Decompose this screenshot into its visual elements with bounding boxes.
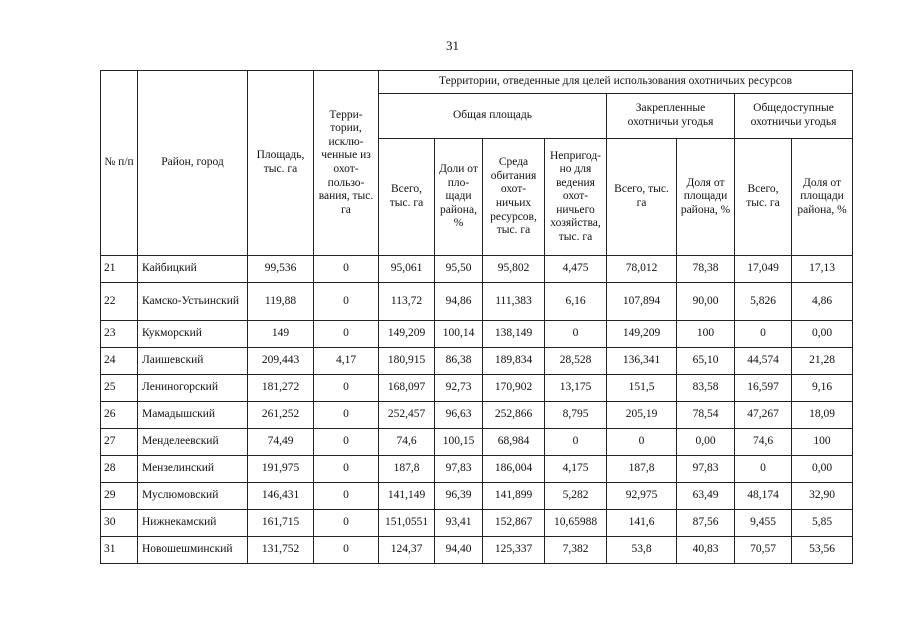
hunting-territories-table: [100, 70, 853, 564]
cell-habitat: 68,984: [483, 429, 545, 456]
cell-area: 131,752: [248, 537, 314, 564]
cell-share-district: 96,63: [435, 402, 483, 429]
header-assigned: Закрепленные охотничьи угодья: [607, 94, 735, 139]
cell-total-all: 113,72: [379, 283, 435, 321]
cell-assigned-share: 90,00: [677, 283, 735, 321]
cell-assigned-share: 0,00: [677, 429, 735, 456]
cell-public-share: 0,00: [792, 456, 853, 483]
cell-habitat: 252,866: [483, 402, 545, 429]
cell-unsuitable: 4,175: [545, 456, 607, 483]
cell-public-total: 0: [735, 456, 792, 483]
cell-row-number: 22: [101, 283, 138, 321]
cell-public-share: 21,28: [792, 348, 853, 375]
cell-assigned-share: 63,49: [677, 483, 735, 510]
cell-excluded: 4,17: [314, 348, 379, 375]
cell-row-number: 27: [101, 429, 138, 456]
cell-row-number: 23: [101, 321, 138, 348]
cell-row-number: 25: [101, 375, 138, 402]
table-row: [101, 402, 853, 429]
cell-excluded: 0: [314, 510, 379, 537]
cell-assigned-total: 0: [607, 429, 677, 456]
cell-area: 261,252: [248, 402, 314, 429]
table-row: [101, 283, 853, 321]
cell-excluded: 0: [314, 256, 379, 283]
cell-assigned-total: 149,209: [607, 321, 677, 348]
cell-district-name: Нижнекамский: [138, 510, 248, 537]
cell-district-name: Новошешминский: [138, 537, 248, 564]
cell-unsuitable: 0: [545, 429, 607, 456]
cell-habitat: 141,899: [483, 483, 545, 510]
cell-unsuitable: 6,16: [545, 283, 607, 321]
cell-excluded: 0: [314, 402, 379, 429]
cell-share-district: 100,15: [435, 429, 483, 456]
cell-assigned-total: 107,894: [607, 283, 677, 321]
header-row-1: [101, 71, 853, 94]
cell-area: 119,88: [248, 283, 314, 321]
cell-row-number: 24: [101, 348, 138, 375]
table-row: [101, 510, 853, 537]
cell-public-total: 47,267: [735, 402, 792, 429]
cell-district-name: Кукморский: [138, 321, 248, 348]
cell-district-name: Лениногорский: [138, 375, 248, 402]
table-row: [101, 256, 853, 283]
cell-total-all: 187,8: [379, 456, 435, 483]
cell-assigned-share: 78,54: [677, 402, 735, 429]
cell-district-name: Менделеевский: [138, 429, 248, 456]
header-assigned-share: Доля от площади района, %: [677, 139, 735, 256]
header-area: Площадь, тыс. га: [248, 71, 314, 256]
cell-row-number: 21: [101, 256, 138, 283]
table-row: [101, 429, 853, 456]
cell-area: 181,272: [248, 375, 314, 402]
header-num: № п/п: [101, 71, 138, 256]
cell-share-district: 94,40: [435, 537, 483, 564]
cell-assigned-total: 78,012: [607, 256, 677, 283]
cell-habitat: 95,802: [483, 256, 545, 283]
cell-habitat: 189,834: [483, 348, 545, 375]
cell-assigned-share: 87,56: [677, 510, 735, 537]
cell-assigned-share: 65,10: [677, 348, 735, 375]
cell-share-district: 94,86: [435, 283, 483, 321]
cell-public-total: 0: [735, 321, 792, 348]
cell-assigned-share: 78,38: [677, 256, 735, 283]
page-number: 31: [446, 38, 459, 53]
cell-excluded: 0: [314, 375, 379, 402]
cell-excluded: 0: [314, 429, 379, 456]
cell-total-all: 252,457: [379, 402, 435, 429]
cell-share-district: 97,83: [435, 456, 483, 483]
cell-area: 149: [248, 321, 314, 348]
cell-district-name: Муслюмовский: [138, 483, 248, 510]
cell-district-name: Лаишевский: [138, 348, 248, 375]
cell-public-share: 5,85: [792, 510, 853, 537]
cell-row-number: 28: [101, 456, 138, 483]
cell-total-all: 151,0551: [379, 510, 435, 537]
cell-assigned-share: 100: [677, 321, 735, 348]
table-body: [101, 256, 853, 564]
cell-public-total: 70,57: [735, 537, 792, 564]
cell-district-name: Кайбицкий: [138, 256, 248, 283]
cell-public-total: 44,574: [735, 348, 792, 375]
table-row: [101, 348, 853, 375]
cell-assigned-share: 97,83: [677, 456, 735, 483]
cell-area: 99,536: [248, 256, 314, 283]
cell-district-name: Камско-Устьинский: [138, 283, 248, 321]
cell-share-district: 92,73: [435, 375, 483, 402]
cell-unsuitable: 28,528: [545, 348, 607, 375]
cell-assigned-total: 205,19: [607, 402, 677, 429]
cell-area: 209,443: [248, 348, 314, 375]
cell-public-share: 4,86: [792, 283, 853, 321]
cell-public-total: 9,455: [735, 510, 792, 537]
cell-total-all: 180,915: [379, 348, 435, 375]
cell-public-share: 100: [792, 429, 853, 456]
header-public-share: Доля от площади района, %: [792, 139, 853, 256]
cell-area: 74,49: [248, 429, 314, 456]
cell-habitat: 125,337: [483, 537, 545, 564]
cell-assigned-total: 136,341: [607, 348, 677, 375]
header-district: Район, город: [138, 71, 248, 256]
cell-excluded: 0: [314, 537, 379, 564]
header-total-area: Общая площадь: [379, 94, 607, 139]
cell-excluded: 0: [314, 321, 379, 348]
cell-share-district: 86,38: [435, 348, 483, 375]
cell-total-all: 95,061: [379, 256, 435, 283]
cell-habitat: 152,867: [483, 510, 545, 537]
table-row: [101, 456, 853, 483]
header-assigned-total: Всего, тыс. га: [607, 139, 677, 256]
cell-assigned-total: 92,975: [607, 483, 677, 510]
cell-unsuitable: 10,65988: [545, 510, 607, 537]
cell-public-total: 16,597: [735, 375, 792, 402]
cell-area: 191,975: [248, 456, 314, 483]
cell-public-share: 9,16: [792, 375, 853, 402]
cell-public-total: 17,049: [735, 256, 792, 283]
cell-habitat: 138,149: [483, 321, 545, 348]
cell-share-district: 96,39: [435, 483, 483, 510]
cell-public-share: 53,56: [792, 537, 853, 564]
cell-unsuitable: 0: [545, 321, 607, 348]
cell-total-all: 124,37: [379, 537, 435, 564]
cell-excluded: 0: [314, 283, 379, 321]
cell-public-total: 74,6: [735, 429, 792, 456]
table-row: [101, 321, 853, 348]
header-territories: Территории, отведенные для целей использования охотничьих ресурсов: [379, 71, 853, 94]
cell-unsuitable: 4,475: [545, 256, 607, 283]
header-public: Общедоступные охотничьи угодья: [735, 94, 853, 139]
header-public-total: Всего, тыс. га: [735, 139, 792, 256]
cell-total-all: 149,209: [379, 321, 435, 348]
cell-excluded: 0: [314, 483, 379, 510]
cell-habitat: 186,004: [483, 456, 545, 483]
cell-district-name: Мамадышский: [138, 402, 248, 429]
cell-unsuitable: 8,795: [545, 402, 607, 429]
header-habitat: Среда обитания охот-ничьих ресурсов, тыс. га: [483, 139, 545, 256]
cell-share-district: 100,14: [435, 321, 483, 348]
cell-public-share: 18,09: [792, 402, 853, 429]
cell-total-all: 168,097: [379, 375, 435, 402]
cell-area: 161,715: [248, 510, 314, 537]
header-share-district: Доли от пло-щади района, %: [435, 139, 483, 256]
header-unsuitable: Непригод-но для ведения охот-ничьего хозяйства, тыс. га: [545, 139, 607, 256]
cell-share-district: 95,50: [435, 256, 483, 283]
cell-area: 146,431: [248, 483, 314, 510]
cell-total-all: 141,149: [379, 483, 435, 510]
cell-public-share: 32,90: [792, 483, 853, 510]
cell-row-number: 26: [101, 402, 138, 429]
cell-assigned-total: 151,5: [607, 375, 677, 402]
cell-public-total: 5,826: [735, 283, 792, 321]
cell-row-number: 31: [101, 537, 138, 564]
header-excluded: Терри-тории, исклю-ченные из охот-пользо-вания, тыс. га: [314, 71, 379, 256]
cell-district-name: Мензелинский: [138, 456, 248, 483]
cell-assigned-total: 187,8: [607, 456, 677, 483]
table-row: [101, 375, 853, 402]
cell-row-number: 29: [101, 483, 138, 510]
cell-habitat: 170,902: [483, 375, 545, 402]
cell-assigned-share: 83,58: [677, 375, 735, 402]
cell-row-number: 30: [101, 510, 138, 537]
cell-assigned-share: 40,83: [677, 537, 735, 564]
cell-share-district: 93,41: [435, 510, 483, 537]
cell-public-share: 0,00: [792, 321, 853, 348]
cell-unsuitable: 7,382: [545, 537, 607, 564]
header-total-all: Всего, тыс. га: [379, 139, 435, 256]
cell-assigned-total: 141,6: [607, 510, 677, 537]
cell-assigned-total: 53,8: [607, 537, 677, 564]
cell-unsuitable: 13,175: [545, 375, 607, 402]
cell-habitat: 111,383: [483, 283, 545, 321]
cell-total-all: 74,6: [379, 429, 435, 456]
cell-unsuitable: 5,282: [545, 483, 607, 510]
table-row: [101, 483, 853, 510]
cell-public-total: 48,174: [735, 483, 792, 510]
table-row: [101, 537, 853, 564]
cell-excluded: 0: [314, 456, 379, 483]
cell-public-share: 17,13: [792, 256, 853, 283]
